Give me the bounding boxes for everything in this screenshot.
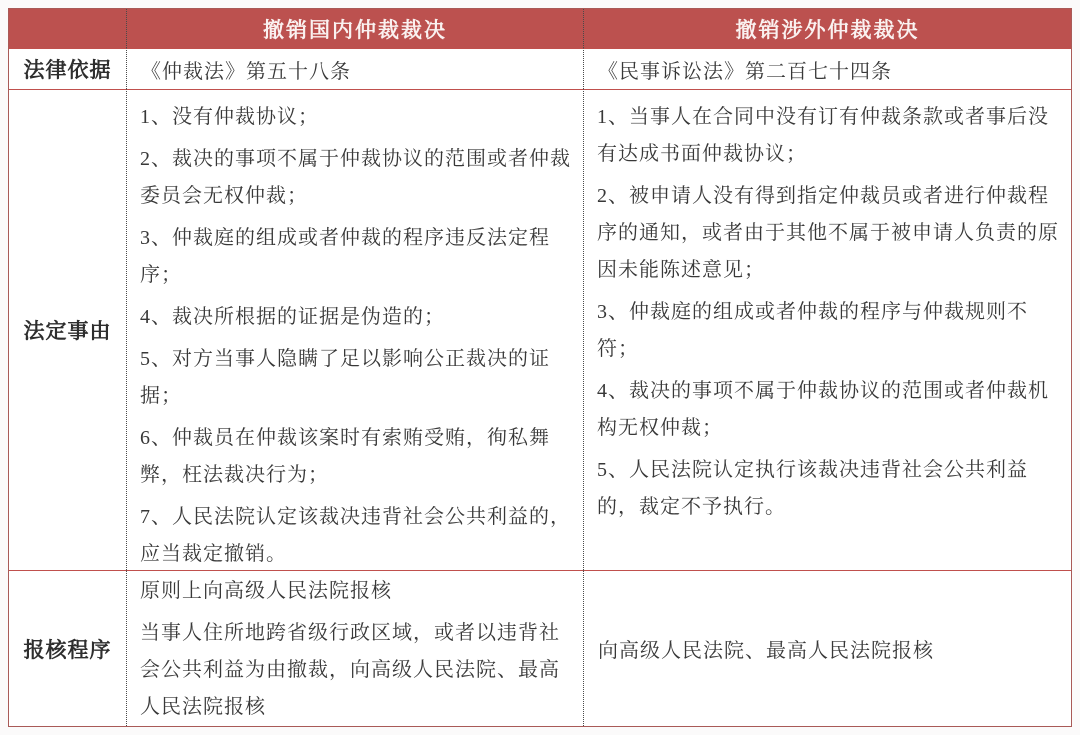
foreign-ground-4: 4、裁决的事项不属于仲裁协议的范围或者仲裁机构无权仲裁； bbox=[597, 380, 1049, 439]
header-empty-cell bbox=[9, 9, 126, 48]
domestic-ground-4: 4、裁决所根据的证据是伪造的； bbox=[140, 306, 445, 328]
row-label-legal-basis: 法律依据 bbox=[9, 48, 126, 89]
reporting-procedure-domestic bbox=[126, 570, 583, 726]
foreign-ground-3: 3、仲裁庭的组成或者仲裁的程序与仲裁规则不符； bbox=[597, 301, 1028, 360]
domestic-ground-6: 6、仲裁员在仲裁该案时有索贿受贿，徇私舞弊，枉法裁决行为； bbox=[140, 427, 550, 486]
domestic-ground-3: 3、仲裁庭的组成或者仲裁的程序违反法定程序； bbox=[140, 227, 550, 286]
foreign-ground-1: 1、当事人在合同中没有订有仲裁条款或者事后没有达成书面仲裁协议； bbox=[597, 106, 1049, 165]
header-foreign-arbitration: 撤销涉外仲裁裁决 bbox=[583, 9, 1071, 48]
reporting-domestic-para-1: 原则上向高级人民法院报核 bbox=[140, 580, 392, 602]
statutory-grounds-domestic bbox=[126, 89, 583, 570]
legal-basis-foreign: 《民事诉讼法》第二百七十四条 bbox=[583, 48, 1071, 89]
foreign-ground-2: 2、被申请人没有得到指定仲裁员或者进行仲裁程序的通知，或者由于其他不属于被申请人负责的原因未能陈述意见； bbox=[597, 185, 1059, 281]
statutory-grounds-foreign bbox=[583, 89, 1071, 570]
comparison-table bbox=[8, 8, 1072, 727]
foreign-ground-5: 5、人民法院认定执行该裁决违背社会公共利益的，裁定不予执行。 bbox=[597, 459, 1028, 518]
domestic-ground-7: 7、人民法院认定该裁决违背社会公共利益的，应当裁定撤销。 bbox=[140, 506, 571, 565]
domestic-ground-2: 2、裁决的事项不属于仲裁协议的范围或者仲裁委员会无权仲裁； bbox=[140, 148, 571, 207]
domestic-ground-5: 5、对方当事人隐瞒了足以影响公正裁决的证据； bbox=[140, 348, 550, 407]
header-domestic-arbitration: 撤销国内仲裁裁决 bbox=[126, 9, 583, 48]
domestic-ground-1: 1、没有仲裁协议； bbox=[140, 106, 319, 128]
reporting-domestic-para-2: 当事人住所地跨省级行政区域，或者以违背社会公共利益为由撤裁，向高级人民法院、最高人民法院报核 bbox=[140, 622, 560, 718]
row-label-reporting-procedure: 报核程序 bbox=[9, 570, 126, 726]
reporting-procedure-foreign: 向高级人民法院、最高人民法院报核 bbox=[583, 570, 1071, 726]
legal-basis-domestic: 《仲裁法》第五十八条 bbox=[126, 48, 583, 89]
row-label-statutory-grounds: 法定事由 bbox=[9, 89, 126, 570]
